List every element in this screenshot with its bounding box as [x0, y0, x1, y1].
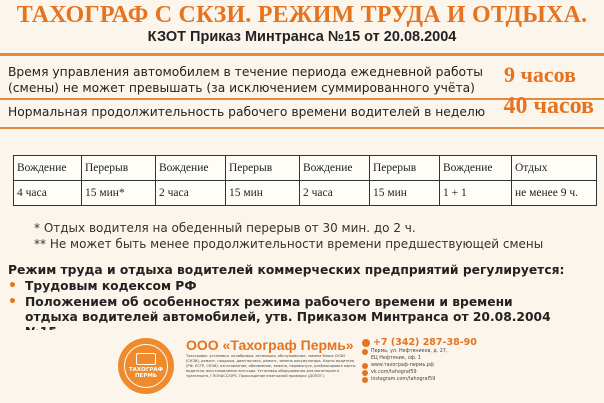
schedule-value-cell: 15 мин*	[82, 181, 156, 206]
page-title: ТАХОГРАФ С СКЗИ. РЕЖИМ ТРУДА И ОТДЫХА.	[16, 2, 588, 28]
schedule-value-cell: 15 мин	[370, 181, 440, 206]
address-line2: ЕЦ Нефтяник, оф. 1	[371, 356, 421, 361]
instagram-link: instagram.com/tahograf59	[371, 377, 436, 382]
contact-instagram[interactable]	[362, 376, 482, 383]
truck-icon	[136, 353, 156, 365]
schedule-value-cell: не менее 9 ч.	[512, 181, 597, 206]
logo-ring	[124, 344, 168, 388]
rule-daily-text-line2: (смены) не может превышать (за исключением суммированного учёта)	[8, 81, 475, 95]
schedule-value-row	[14, 181, 597, 206]
address-line1: Пермь, ул. Нефтяников, д. 27,	[371, 349, 448, 354]
schedule-value-cell: 1 + 1	[440, 181, 512, 206]
schedule-header-cell: Вождение	[440, 156, 512, 181]
company-services: Тахографы: установка, калибровка, активация, обслуживание, замена блока СКЗИ (СКЗИ), ремонт, продажа, диагностика, ремонт, замена аккумулятора. Карты водителя (РФ, ЕСТР, СКЗИ): изготовление, обновление, замена, перевыпуск, разблокировка карты водителя, восстановление пин-кода. Установка оборудования для мониторинга транспорта, ГЛОНАСС/GPS. Прохождение ежегодной проверки (ДОПОГ).	[186, 354, 356, 378]
schedule-table	[13, 155, 597, 206]
logo-caption-line1: ТАХОГРАФ	[128, 367, 164, 373]
schedule-header-cell: Отдых	[512, 156, 597, 181]
schedule-header-cell: Вождение	[156, 156, 226, 181]
footnote-break: * Отдых водителя на обеденный перерыв от 30 мин. до 2 ч.	[34, 221, 416, 235]
rule-daily-value: 9 часов	[503, 62, 576, 87]
regime-heading: Режим труда и отдыха водителей коммерческих предприятий регулируется:	[8, 263, 565, 277]
vk-icon	[362, 370, 368, 376]
contact-site[interactable]	[362, 362, 482, 369]
rule-weekly-text: Нормальная продолжительность рабочего времени водителей в неделю	[8, 105, 486, 119]
phone-number: +7 (342) 287-38-90	[373, 337, 477, 348]
regime-item-text: Положением об особенностях режима рабочего времени и времени отдыха водителей автомобилей, утв. Приказом Минтранса от 20.08.2004	[25, 295, 551, 324]
schedule-header-cell: Вождение	[300, 156, 370, 181]
logo-caption-line2: ПЕРМЬ	[134, 373, 158, 379]
schedule-header-cell: Перерыв	[370, 156, 440, 181]
bullet-icon: •	[8, 278, 17, 294]
contacts-block	[362, 337, 482, 383]
bullet-icon: •	[8, 294, 17, 310]
vk-link: vk.com/tahograf59	[371, 370, 417, 375]
schedule-value-cell: 4 часа	[14, 181, 82, 206]
footnote-rest: ** Не может быть менее продолжительности времени предшествующей смены	[34, 237, 544, 251]
page-subtitle: КЗОТ Приказ Минтранса №15 от 20.08.2004	[147, 29, 457, 45]
instagram-icon	[362, 377, 368, 383]
schedule-value-cell: 15 мин	[226, 181, 300, 206]
location-icon	[362, 349, 368, 355]
schedule-value-cell: 2 часа	[300, 181, 370, 206]
logo-caption	[129, 367, 163, 379]
contact-vk[interactable]	[362, 369, 482, 376]
site-link: www.тахограф-пермь.рф	[371, 363, 434, 368]
contact-address	[362, 348, 482, 355]
rule-daily-text	[8, 64, 483, 96]
company-name: ООО «Тахограф Пермь»	[186, 337, 354, 353]
header-divider	[0, 53, 604, 56]
rule-daily-text-line1: Время управления автомобилем в течение периода ежедневной работы	[8, 65, 483, 79]
phone-icon	[362, 339, 370, 347]
schedule-header-cell: Перерыв	[226, 156, 300, 181]
schedule-header-row	[14, 156, 597, 181]
contact-phone[interactable]	[362, 337, 482, 348]
rule-divider	[0, 127, 604, 129]
rule-weekly-value: 40 часов	[503, 93, 594, 119]
schedule-value-cell: 2 часа	[156, 181, 226, 206]
schedule-header-cell: Вождение	[14, 156, 82, 181]
contact-address-2	[362, 355, 482, 362]
globe-icon	[362, 363, 368, 369]
rule-weekly-hours	[8, 93, 598, 128]
schedule-header-cell: Перерыв	[82, 156, 156, 181]
regime-item-text: Трудовым кодексом РФ	[25, 279, 197, 293]
company-logo	[118, 338, 174, 394]
